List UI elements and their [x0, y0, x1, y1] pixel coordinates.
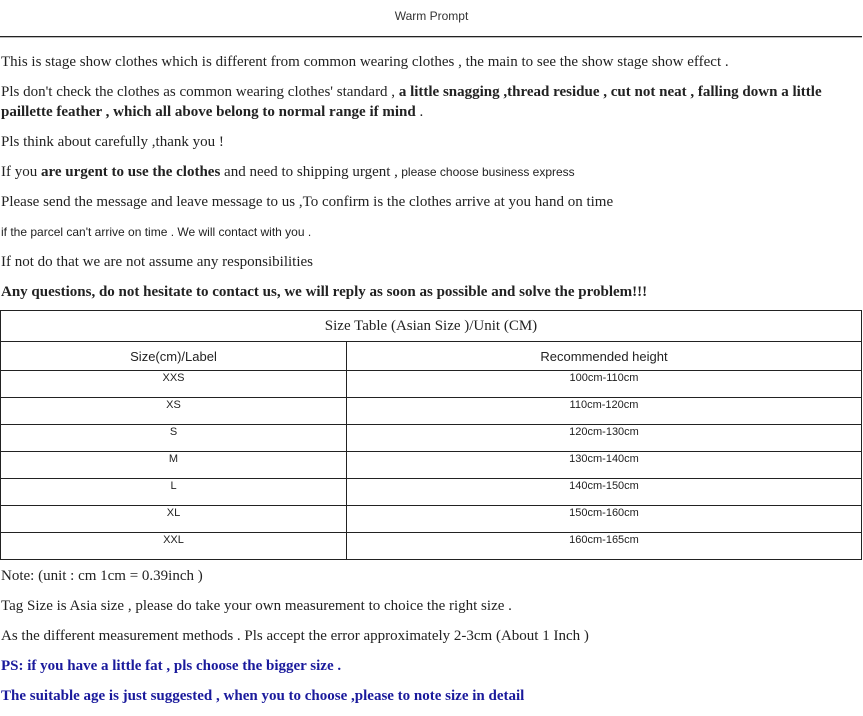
intro-paragraph: This is stage show clothes which is different from common wearing clothes , the main to see the show stage show effect . [1, 54, 729, 70]
urgent-bold: are urgent to use the clothes [41, 164, 221, 180]
size-table [0, 310, 862, 560]
size-cell: S [1, 425, 347, 452]
urgent-lead: If you [1, 164, 41, 180]
size-cell: XXS [1, 371, 347, 398]
height-cell: 150cm-160cm [347, 506, 862, 533]
size-cell: XS [1, 398, 347, 425]
age-note: The suitable age is just suggested , when you to choose ,please to note size in detail [1, 688, 525, 704]
size-cell: XXL [1, 533, 347, 560]
ps-note: PS: if you have a little fat , pls choose the bigger size . [1, 658, 342, 674]
thanks-paragraph: Pls think about carefully ,thank you ! [1, 134, 224, 150]
size-table-header-row [1, 342, 862, 371]
size-cell: L [1, 479, 347, 506]
table-row [1, 425, 862, 452]
quality-notice-end: . [415, 104, 424, 120]
measurement-note: As the different measurement methods . Pls accept the error approximately 2-3cm (About 1 Inch ) [1, 628, 589, 644]
contact-paragraph: if the parcel can't arrive on time . We will contact with you . [1, 225, 312, 239]
height-cell: 160cm-165cm [347, 533, 862, 560]
quality-notice-text: Pls don't check the clothes as common wearing clothes' standard , [1, 84, 399, 100]
urgent-express: please choose business express [397, 165, 575, 179]
quality-notice-paragraph [0, 82, 862, 122]
unit-note: Note: (unit : cm 1cm = 0.39inch ) [1, 568, 203, 584]
table-row [1, 506, 862, 533]
message-paragraph: Please send the message and leave message to us ,To confirm is the clothes arrive at you hand on time [1, 194, 614, 210]
height-cell: 100cm-110cm [347, 371, 862, 398]
table-row [1, 533, 862, 560]
height-header: Recommended height [347, 342, 862, 371]
table-row [1, 479, 862, 506]
size-label-header: Size(cm)/Label [1, 342, 347, 371]
notes-block [0, 566, 862, 706]
height-cell: 120cm-130cm [347, 425, 862, 452]
table-row [1, 371, 862, 398]
height-cell: 140cm-150cm [347, 479, 862, 506]
responsibility-paragraph: If not do that we are not assume any responsibilities [1, 254, 314, 270]
quality-notice-bold: a little snagging ,thread residue , cut not neat , falling down a little paillette feather , which all above belong to normal range if mind [1, 84, 822, 120]
height-cell: 130cm-140cm [347, 452, 862, 479]
divider [0, 37, 862, 52]
size-table-caption-row [1, 311, 862, 342]
table-row [1, 398, 862, 425]
urgent-paragraph [0, 162, 862, 182]
size-cell: M [1, 452, 347, 479]
tag-size-note: Tag Size is Asia size , please do take your own measurement to choice the right size . [1, 598, 512, 614]
size-cell: XL [1, 506, 347, 533]
urgent-mid: and need to shipping urgent , [220, 164, 398, 180]
size-table-caption: Size Table (Asian Size )/Unit (CM) [1, 311, 862, 342]
questions-paragraph: Any questions, do not hesitate to contact us, we will reply as soon as possible and solve the problem!!! [1, 284, 648, 300]
table-row [1, 452, 862, 479]
height-cell: 110cm-120cm [347, 398, 862, 425]
page-title: Warm Prompt [394, 9, 469, 23]
description-block [0, 36, 862, 716]
